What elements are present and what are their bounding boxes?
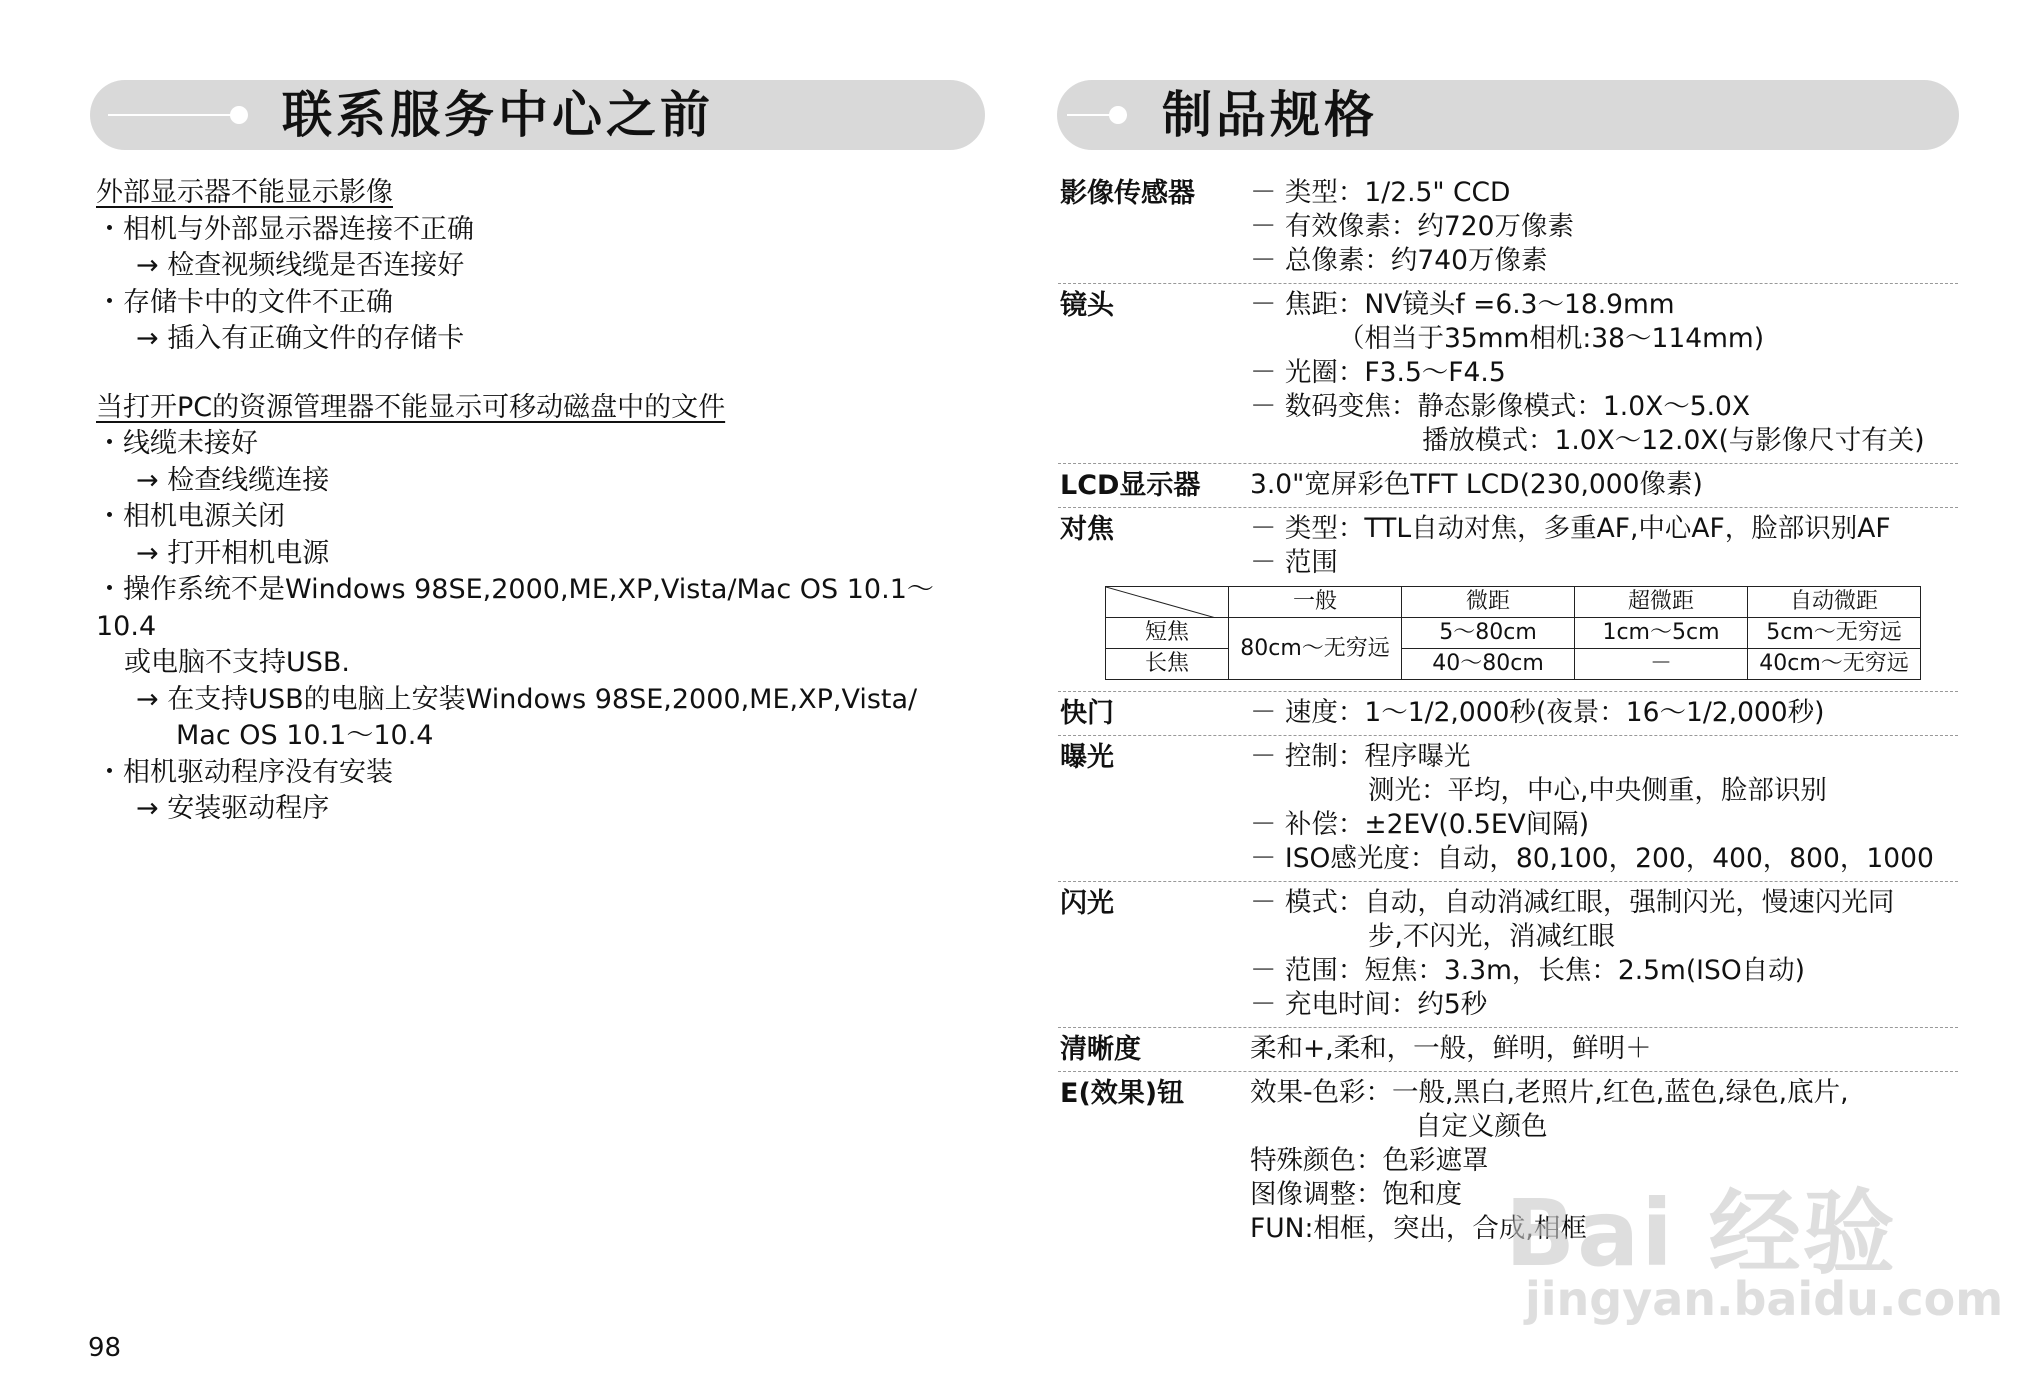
list-item: 或电脑不支持USB. (124, 647, 351, 678)
spec-label: 对焦 (1060, 514, 1114, 545)
spec-line: － 补偿：±2EV(0.5EV间隔) (1250, 809, 1590, 840)
troubleshooting-column (96, 175, 986, 828)
spec-line: （相当于35mm相机:38～114mm) (1338, 323, 1765, 354)
banner-dot-icon (230, 106, 248, 124)
spec-label: 快门 (1060, 698, 1114, 729)
section-banner-right (1057, 80, 1959, 150)
spec-row-lens (1058, 284, 1958, 464)
spec-line: － 充电时间：约5秒 (1250, 989, 1488, 1020)
list-item: → 打开相机电源 (136, 537, 330, 569)
list-item: ・线缆未接好 (96, 428, 258, 459)
table-header: 一般 (1229, 587, 1402, 618)
spec-row-sharpness (1058, 1028, 1958, 1072)
list-item: ・相机电源关闭 (96, 501, 285, 532)
table-cell: 5cm～无穷远 (1748, 618, 1921, 649)
list-item: ・存储卡中的文件不正确 (96, 286, 393, 318)
spec-row-lcd (1058, 464, 1958, 508)
spec-line: － 有效像素：约720万像素 (1250, 211, 1575, 242)
spec-line: － 范围：短焦：3.3m，长焦：2.5m(ISO自动) (1250, 955, 1806, 986)
table-header: 微距 (1402, 587, 1575, 618)
spec-label: 清晰度 (1060, 1034, 1141, 1065)
spec-row-sensor (1058, 172, 1958, 284)
spec-line: 特殊颜色：色彩遮罩 (1250, 1145, 1489, 1176)
spec-label: 镜头 (1060, 290, 1114, 321)
spec-label: LCD显示器 (1060, 470, 1201, 501)
table-row-label: 短焦 (1106, 618, 1229, 649)
list-item: → 检查线缆连接 (136, 464, 330, 496)
list-item: → 在支持USB的电脑上安装Windows 98SE,2000,ME,XP,Vista/ (136, 683, 918, 715)
spec-line: 测光：平均，中心,中央侧重，脸部识别 (1368, 775, 1827, 806)
spec-line: 效果-色彩：一般,黑白,老照片,红色,蓝色,绿色,底片, (1250, 1077, 1849, 1108)
spec-row-flash (1058, 882, 1958, 1028)
spec-line: 图像调整：饱和度 (1250, 1179, 1462, 1210)
spec-line: － 范围 (1250, 547, 1338, 578)
table-header: 自动微距 (1748, 587, 1921, 618)
table-row-label: 长焦 (1106, 649, 1229, 680)
spec-label: 影像传感器 (1060, 178, 1195, 209)
spec-line: 步,不闪光，消减红眼 (1368, 921, 1615, 952)
watermark-brand: Bai 经验 (1505, 1180, 1897, 1287)
spec-line: － ISO感光度：自动，80,100，200，400，800，1000 (1250, 843, 1934, 874)
focus-range-table (1105, 586, 1921, 680)
list-item: ・相机与外部显示器连接不正确 (96, 213, 474, 245)
spec-line: － 总像素：约740万像素 (1250, 245, 1548, 276)
spec-label: E(效果)钮 (1060, 1078, 1185, 1109)
section-gap (96, 358, 986, 390)
banner-dot-icon (1109, 106, 1127, 124)
spec-line: － 数码变焦：静态影像模式：1.0X～5.0X (1250, 391, 1751, 422)
spec-line: － 模式：自动，自动消减红眼，强制闪光，慢速闪光同 (1250, 887, 1895, 918)
table-cell: 1cm～5cm (1575, 618, 1748, 649)
spec-line: － 类型：TTL自动对焦，多重AF,中心AF，脸部识别AF (1250, 513, 1891, 544)
spec-line: － 速度：1～1/2,000秒(夜景：16～1/2,000秒) (1250, 697, 1825, 728)
table-cell: 40～80cm (1402, 649, 1575, 680)
spec-line: 播放模式：1.0X～12.0X(与影像尺寸有关) (1422, 425, 1925, 456)
spec-line: － 光圈：F3.5～F4.5 (1250, 357, 1506, 388)
spec-label: 闪光 (1060, 888, 1114, 919)
table-cell: 5～80cm (1402, 618, 1575, 649)
page-number: 98 (88, 1333, 122, 1363)
spec-line: － 焦距：NV镜头f =6.3～18.9mm (1250, 289, 1675, 320)
spec-label: 曝光 (1060, 742, 1114, 773)
spec-line: － 类型：1/2.5" CCD (1250, 177, 1511, 208)
section-banner-left (90, 80, 985, 150)
list-item: ・相机驱动程序没有安装 (96, 756, 393, 788)
list-item: ・操作系统不是Windows 98SE,2000,ME,XP,Vista/Mac OS 10.1～10.4 (96, 574, 934, 642)
table-cell: 40cm～无穷远 (1748, 649, 1921, 680)
spec-row-focus (1058, 508, 1958, 692)
spec-line: 柔和+,柔和，一般，鲜明，鲜明＋ (1250, 1033, 1652, 1064)
watermark-url: jingyan.baidu.com (1525, 1272, 2004, 1326)
section-heading: 当打开PC的资源管理器不能显示可移动磁盘中的文件 (96, 391, 726, 423)
section-heading: 外部显示器不能显示影像 (96, 177, 393, 208)
spec-row-shutter (1058, 692, 1958, 736)
table-header: 超微距 (1575, 587, 1748, 618)
list-item: → 安装驱动程序 (136, 793, 330, 824)
list-item: → 插入有正确文件的存储卡 (136, 323, 465, 354)
list-item: → 检查视频线缆是否连接好 (136, 250, 465, 281)
page-title-right: 制品规格 (1162, 86, 1378, 144)
table-corner-cell (1106, 587, 1229, 618)
baidu-watermark (1505, 1160, 2004, 1330)
table-cell: 80cm～无穷远 (1229, 618, 1402, 680)
spec-line: － 控制：程序曝光 (1250, 741, 1471, 772)
spec-line: 自定义颜色 (1415, 1111, 1548, 1142)
banner-line-decoration (108, 114, 238, 116)
page-title-left: 联系服务中心之前 (282, 86, 714, 144)
spec-row-exposure (1058, 736, 1958, 882)
diagonal-line-icon (1106, 587, 1216, 618)
spec-table (1058, 172, 1958, 1251)
spec-line: FUN:相框，突出，合成,相框 (1250, 1213, 1587, 1244)
list-item: Mac OS 10.1～10.4 (176, 720, 434, 751)
table-cell: － (1575, 649, 1748, 680)
spec-line: 3.0"宽屏彩色TFT LCD(230,000像素) (1250, 469, 1703, 500)
